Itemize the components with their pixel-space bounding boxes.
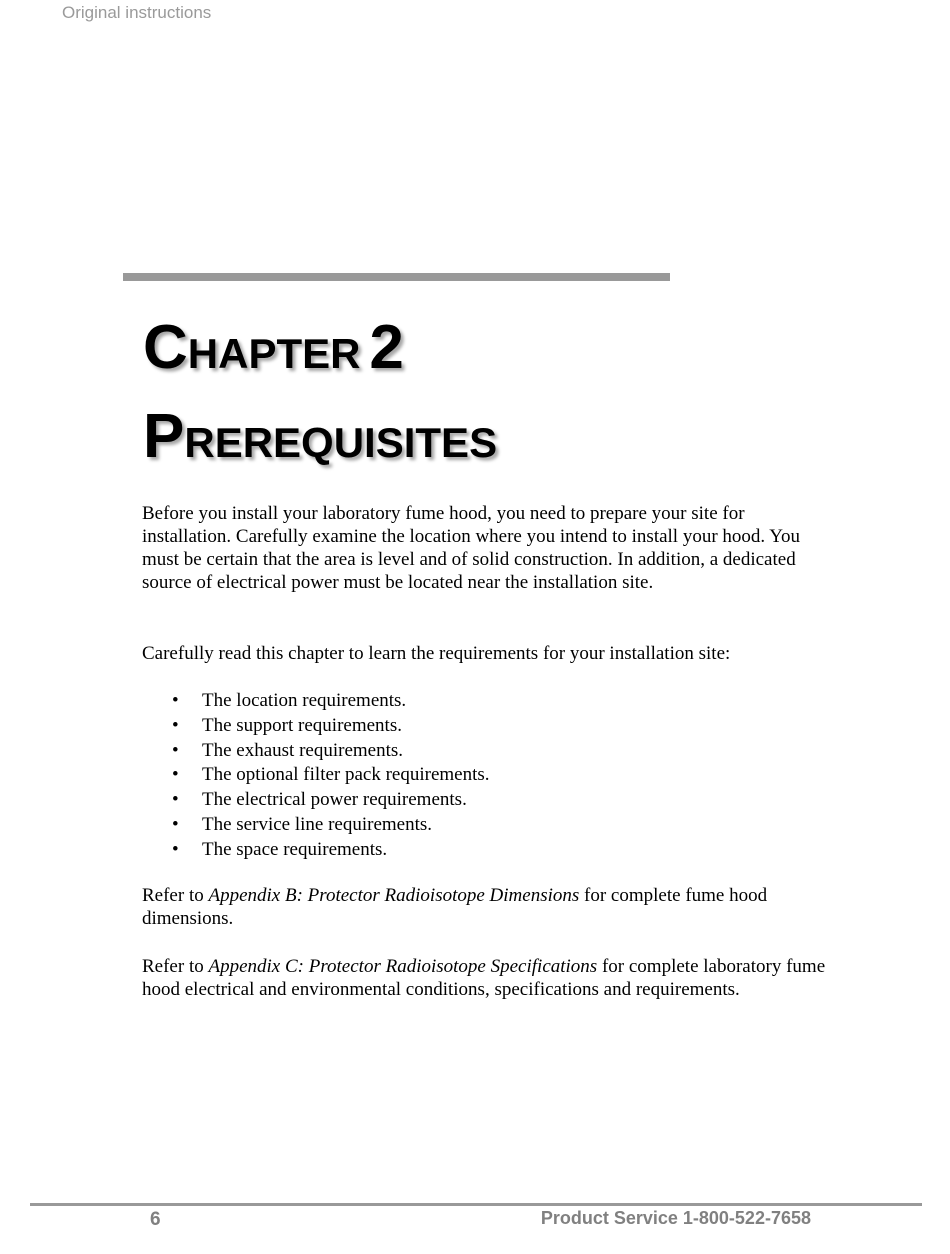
ref-prefix: Refer to (142, 885, 209, 906)
ref-suffix: for complete laboratory fume hood electrical and environmental conditions, specifications and requirements. (142, 956, 826, 1000)
header-note: Original instructions (62, 3, 212, 22)
ref-suffix: for complete fume hood dimensions. (142, 885, 768, 929)
list-item (142, 813, 490, 838)
list-item (142, 763, 490, 788)
list-item (142, 838, 490, 863)
chapter-name-rest: REREQUISITES (184, 419, 498, 466)
list-item-text: The service line requirements. (202, 813, 433, 835)
bullet-icon: • (172, 714, 179, 736)
list-item-text: The location requirements. (202, 690, 407, 711)
chapter-name-line (143, 397, 497, 486)
list-item-text: The exhaust requirements. (202, 739, 404, 761)
list-item (142, 714, 490, 739)
bullet-icon: • (172, 690, 179, 711)
list-item-text: The space requirements. (202, 838, 388, 860)
list-item-text: The electrical power requirements. (202, 789, 467, 811)
chapter-rule (123, 273, 670, 281)
chapter-number-line (143, 308, 497, 397)
footer-rule (30, 1203, 922, 1206)
list-item (142, 788, 490, 813)
requirements-list (142, 689, 490, 863)
chapter-title (143, 308, 497, 486)
chapter-initial: C (143, 313, 188, 382)
chapter-name-initial: P (143, 402, 185, 471)
intro-paragraph: Before you install your laboratory fume hood, you need to prepare your site for installation. Carefully examine the location where you intend to install your hood. You must be certain that the area is level and of solid construction. In addition, a dedicated source of electrical power must be located near the installation site. (142, 503, 801, 593)
appendix-c-reference (142, 955, 832, 1001)
bullet-icon: • (172, 739, 179, 761)
chapter-number: 2 (369, 313, 404, 382)
chapter-word: HAPTER (187, 330, 361, 377)
appendix-b-title: Appendix B: Protector Radioisotope Dimensions (208, 885, 580, 906)
product-service-contact: Product Service 1-800-522-7658 (540, 1208, 811, 1228)
bullet-icon: • (172, 789, 179, 811)
list-item-text: The optional filter pack requirements. (202, 764, 490, 786)
bullet-icon: • (172, 764, 179, 786)
list-item-text: The support requirements. (202, 714, 402, 736)
appendix-b-reference (142, 884, 832, 930)
appendix-c-title: Appendix C: Protector Radioisotope Specifications (208, 956, 598, 977)
ref-prefix: Refer to (142, 956, 209, 977)
lead-in-paragraph: Carefully read this chapter to learn the requirements for your installation site: (142, 643, 731, 664)
list-item (142, 689, 490, 714)
list-item (142, 739, 490, 764)
page-number: 6 (150, 1209, 161, 1230)
bullet-icon: • (172, 813, 179, 835)
bullet-icon: • (172, 838, 179, 860)
